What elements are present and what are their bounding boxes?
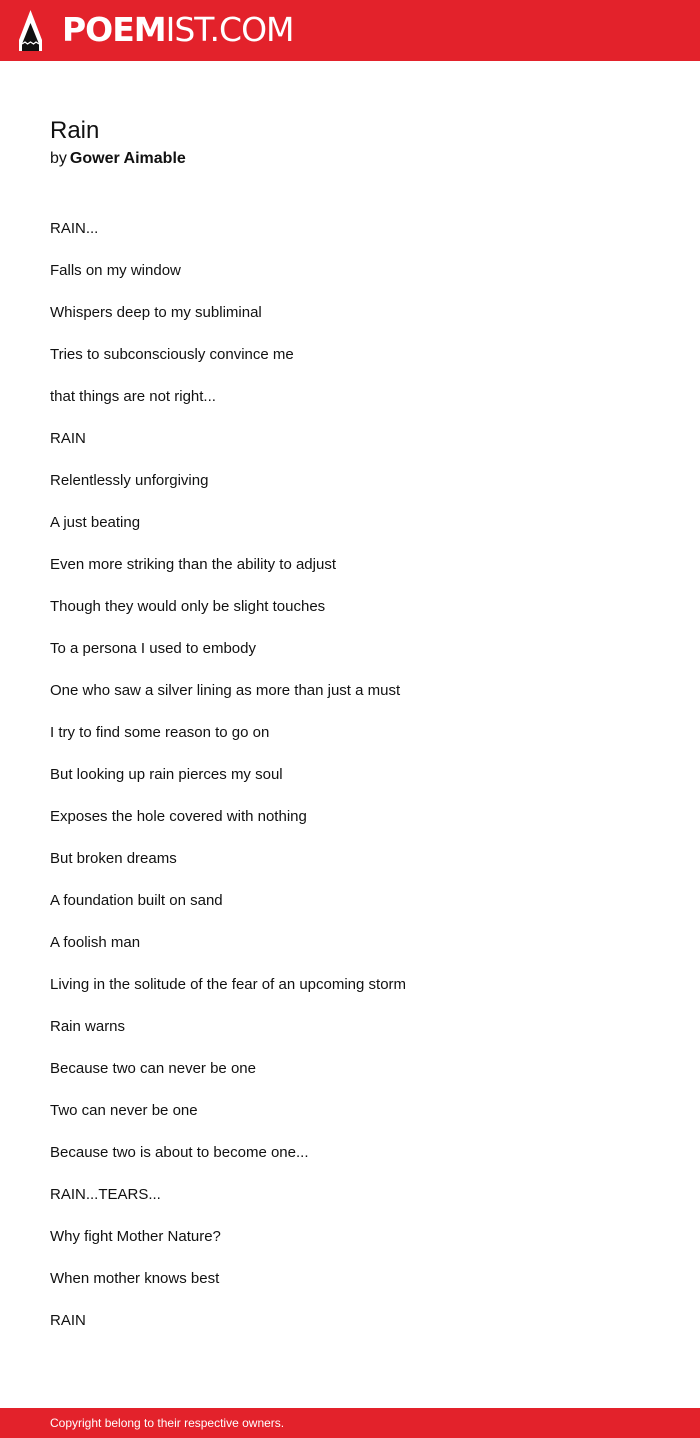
footer: [0, 1408, 700, 1438]
poem-line: that things are not right...: [50, 388, 216, 405]
poem-line: A foundation built on sand: [50, 892, 223, 909]
poem-line: But looking up rain pierces my soul: [50, 766, 283, 783]
poem-line: Exposes the hole covered with nothing: [50, 808, 307, 825]
poem-line: One who saw a silver lining as more than just a must: [50, 682, 401, 699]
poem-line: RAIN...TEARS...: [50, 1186, 161, 1203]
poem-line: Living in the solitude of the fear of an upcoming storm: [50, 976, 407, 993]
poem-line: Though they would only be slight touches: [50, 598, 326, 615]
by-label: by: [50, 150, 67, 167]
poem-body: [50, 218, 650, 1352]
poem-line: RAIN...: [50, 220, 99, 237]
poem-line: RAIN: [50, 430, 86, 447]
poem-line: RAIN: [50, 1312, 86, 1329]
site-logo[interactable]: [62, 11, 294, 49]
poem-line: Tries to subconsciously convince me: [50, 346, 294, 363]
pencil-tip-icon[interactable]: [17, 9, 44, 52]
logo-text-light: IST.COM: [165, 10, 294, 49]
poem-line: A just beating: [50, 514, 141, 531]
poem-title: Rain: [50, 117, 100, 144]
top-bar: [0, 0, 700, 61]
poem-line: I try to find some reason to go on: [50, 724, 270, 741]
logo-text-bold: POEM: [62, 10, 166, 49]
poem-line: Two can never be one: [50, 1102, 198, 1119]
poem-line: Whispers deep to my subliminal: [50, 304, 262, 321]
poem-line: Because two is about to become one...: [50, 1144, 309, 1161]
poem-author[interactable]: Gower Aimable: [69, 150, 186, 167]
poem-line: Because two can never be one: [50, 1060, 256, 1077]
poem-line: Even more striking than the ability to adjust: [50, 556, 336, 573]
poem-line: Relentlessly unforgiving: [50, 472, 209, 489]
poem-line: Falls on my window: [50, 262, 181, 279]
poem-line: Rain warns: [50, 1018, 126, 1035]
poem-line: Why fight Mother Nature?: [50, 1228, 221, 1245]
poem-byline: [50, 148, 186, 170]
copyright-text: Copyright belong to their respective owners.: [50, 1416, 285, 1430]
poem-line: When mother knows best: [50, 1270, 220, 1287]
poem-line: A foolish man: [50, 934, 141, 951]
poem-line: To a persona I used to embody: [50, 640, 256, 657]
poem-line: But broken dreams: [50, 850, 177, 867]
